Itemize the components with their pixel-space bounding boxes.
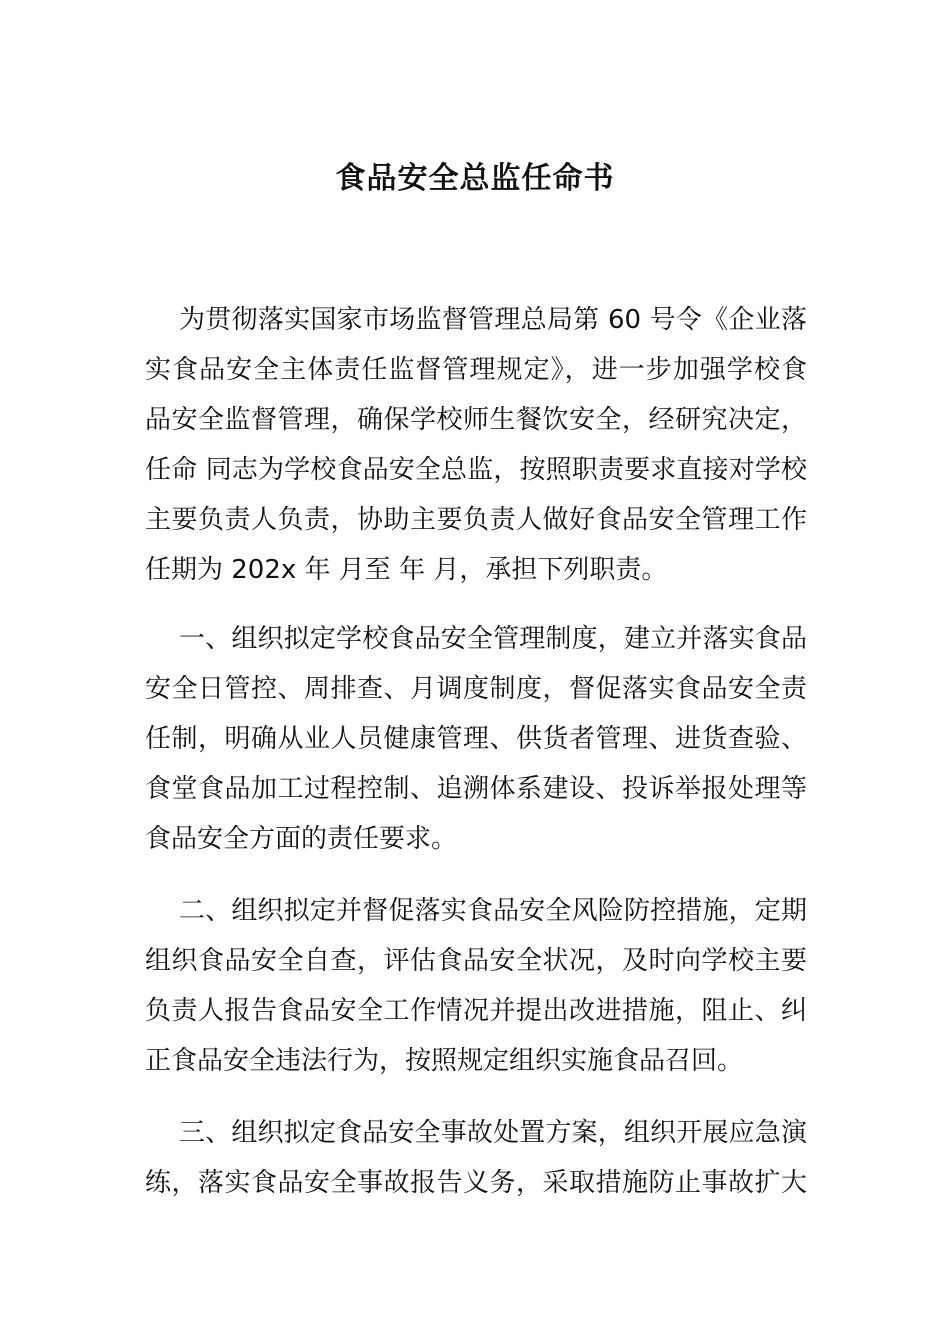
paragraph-line: 负责人报告食品安全工作情况并提出改进措施，阻止、纠 bbox=[145, 996, 807, 1026]
paragraph-line: 品安全监督管理，确保学校师生餐饮安全，经研究决定， bbox=[145, 405, 807, 435]
paragraph-line: 正食品安全违法行为，按照规定组织实施食品召回。 bbox=[145, 1046, 744, 1076]
paragraph-line: 任制，明确从业人员健康管理、供货者管理、进货查验、 bbox=[145, 724, 807, 754]
paragraph-line: 实食品安全主体责任监督管理规定》，进一步加强学校食 bbox=[145, 355, 807, 385]
paragraph-line: 为贯彻落实国家市场监督管理总局第 60 号令《企业落 bbox=[179, 305, 807, 335]
paragraph-line: 任期为 202x 年 月至 年 月，承担下列职责。 bbox=[145, 555, 668, 585]
paragraph-line: 三、组织拟定食品安全事故处置方案，组织开展应急演 bbox=[179, 1118, 807, 1148]
paragraph-line: 食品安全方面的责任要求。 bbox=[145, 824, 458, 854]
paragraph-appointment bbox=[145, 295, 807, 595]
paragraph-line: 安全日管控、周排查、月调度制度，督促落实食品安全责 bbox=[145, 674, 807, 704]
paragraph-line: 组织食品安全自查，评估食品安全状况，及时向学校主要 bbox=[145, 946, 807, 976]
paragraph-line: 食堂食品加工过程控制、追溯体系建设、投诉举报处理等 bbox=[145, 774, 807, 804]
document-title: 食品安全总监任命书 bbox=[335, 161, 615, 196]
paragraph-line: 主要负责人负责，协助主要负责人做好食品安全管理工作 bbox=[145, 505, 807, 535]
paragraph-duty-one bbox=[145, 614, 807, 864]
paragraph-duty-two bbox=[145, 886, 807, 1086]
paragraph-line: 任命 同志为学校食品安全总监，按照职责要求直接对学校 bbox=[145, 455, 807, 485]
paragraph-line: 一、组织拟定学校食品安全管理制度，建立并落实食品 bbox=[179, 624, 807, 654]
paragraph-duty-three bbox=[145, 1108, 807, 1208]
paragraph-line: 练，落实食品安全事故报告义务，采取措施防止事故扩大 bbox=[145, 1168, 807, 1198]
paragraph-line: 二、组织拟定并督促落实食品安全风险防控措施，定期 bbox=[179, 896, 807, 926]
